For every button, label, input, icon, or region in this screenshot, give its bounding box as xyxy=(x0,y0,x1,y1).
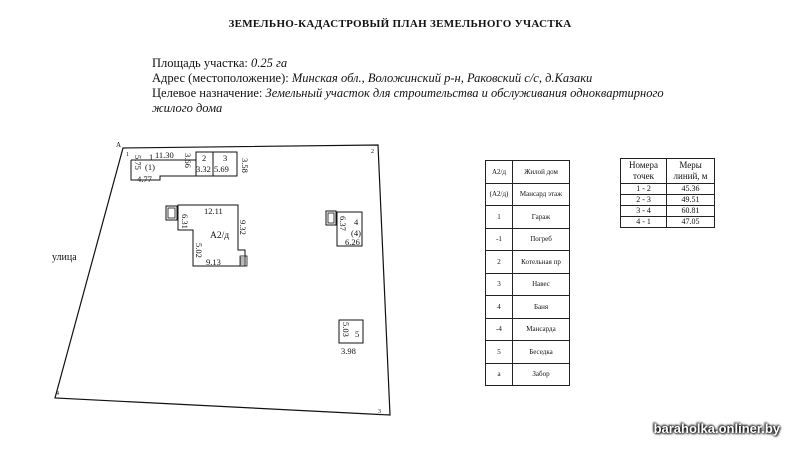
header-line-lengths: Меры линий, м xyxy=(667,159,715,184)
legend-name: Жилой дом xyxy=(513,161,570,184)
legend-code: 4 xyxy=(486,296,513,319)
legend-code: а xyxy=(486,363,513,386)
gazebo-label: 5 xyxy=(355,329,360,339)
legend-row xyxy=(486,341,570,364)
corner-label-a: А xyxy=(116,141,122,149)
dim-6-31: 6.31 xyxy=(180,214,190,229)
legend-row xyxy=(486,363,570,386)
measure-points: 3 - 4 xyxy=(621,206,667,217)
legend-name: Котельная пр xyxy=(513,251,570,274)
watermark: baraholka.onliner.by xyxy=(653,421,780,436)
house-label: А2/д xyxy=(210,231,230,241)
purpose-value-line2: жилого дома xyxy=(152,101,223,115)
dim-9-32: 9.32 xyxy=(238,220,248,235)
dim-6-26: 6.26 xyxy=(345,237,360,247)
measure-length: 47.05 xyxy=(667,217,715,228)
legend-row xyxy=(486,318,570,341)
corner-label-3: 3 xyxy=(378,409,381,415)
legend-table xyxy=(485,160,570,386)
dim-3-66: 3.66 xyxy=(183,153,193,168)
document-title: ЗЕМЕЛЬНО-КАДАСТРОВЫЙ ПЛАН ЗЕМЕЛЬНОГО УЧАСТКА xyxy=(228,18,572,30)
legend-row xyxy=(486,296,570,319)
legend-row xyxy=(486,161,570,184)
building-2-label: 2 xyxy=(202,153,207,163)
measure-points: 2 - 3 xyxy=(621,195,667,206)
legend-code: 3 xyxy=(486,273,513,296)
building-1-label: 1 xyxy=(149,152,154,162)
legend-name: Мансарда xyxy=(513,318,570,341)
area-label: Площадь участка: xyxy=(152,56,248,70)
building-1-attic-label: (1) xyxy=(145,162,155,172)
dim-11-30: 11.30 xyxy=(155,150,174,160)
measure-length: 49.51 xyxy=(667,195,715,206)
dim-3-98: 3.98 xyxy=(341,346,356,356)
corner-label-1: 1 xyxy=(126,152,129,158)
parcel-boundary xyxy=(55,145,390,415)
legend-name: Мансард этаж xyxy=(513,183,570,206)
legend-name: Беседка xyxy=(513,341,570,364)
measure-row xyxy=(621,195,715,206)
legend-name: Погреб xyxy=(513,228,570,251)
legend-code: 5 xyxy=(486,341,513,364)
header-point-numbers: Номера точек xyxy=(621,159,667,184)
legend-name: Баня xyxy=(513,296,570,319)
measure-length: 60.81 xyxy=(667,206,715,217)
bath-attic-label: (4) xyxy=(351,228,361,238)
line-measures-table xyxy=(620,158,715,228)
bath-porch-inner xyxy=(328,213,334,223)
street-label: улица xyxy=(52,252,77,263)
dim-4-77: 4.77 xyxy=(137,174,152,184)
measure-row xyxy=(621,184,715,195)
legend-row xyxy=(486,183,570,206)
legend-code: (А2/д) xyxy=(486,183,513,206)
building-3-label: 3 xyxy=(223,153,228,163)
legend-code: -1 xyxy=(486,228,513,251)
dim-3-58: 3.58 xyxy=(240,158,250,173)
legend-code: 2 xyxy=(486,251,513,274)
measure-points: 4 - 1 xyxy=(621,217,667,228)
bath-label: 4 xyxy=(354,217,359,227)
address-value: Минская обл., Воложинский р-н, Раковский с/с, д.Казаки xyxy=(291,71,593,85)
legend-row xyxy=(486,228,570,251)
legend-row xyxy=(486,251,570,274)
corner-label-4: 4 xyxy=(56,391,59,397)
dim-9-13: 9.13 xyxy=(206,257,221,267)
legend-code: 1 xyxy=(486,206,513,229)
purpose-value-line1: Земельный участок для строительства и обслуживания одноквартирного xyxy=(265,86,664,100)
dim-5-03: 5.03 xyxy=(341,322,351,337)
legend-row xyxy=(486,273,570,296)
legend-name: Забор xyxy=(513,363,570,386)
dim-12-11: 12.11 xyxy=(204,206,223,216)
purpose-label: Целевое назначение: xyxy=(152,86,263,100)
measure-points: 1 - 2 xyxy=(621,184,667,195)
measure-row xyxy=(621,206,715,217)
area-value: 0.25 га xyxy=(251,56,288,70)
measure-row xyxy=(621,217,715,228)
legend-name: Гараж xyxy=(513,206,570,229)
dim-5-02: 5.02 xyxy=(194,243,204,258)
dim-5-69: 5.69 xyxy=(214,164,229,174)
legend-code: -4 xyxy=(486,318,513,341)
legend-code: А2/д xyxy=(486,161,513,184)
address-label: Адрес (местоположение): xyxy=(152,71,289,85)
house-porch-inner xyxy=(168,208,175,218)
corner-label-2: 2 xyxy=(371,149,374,155)
legend-name: Навес xyxy=(513,273,570,296)
dim-6-37: 6.37 xyxy=(338,216,348,231)
legend-row xyxy=(486,206,570,229)
dim-3-32: 3.32 xyxy=(196,164,211,174)
measure-length: 45.36 xyxy=(667,184,715,195)
dim-5-75: 5.75 xyxy=(133,155,143,170)
